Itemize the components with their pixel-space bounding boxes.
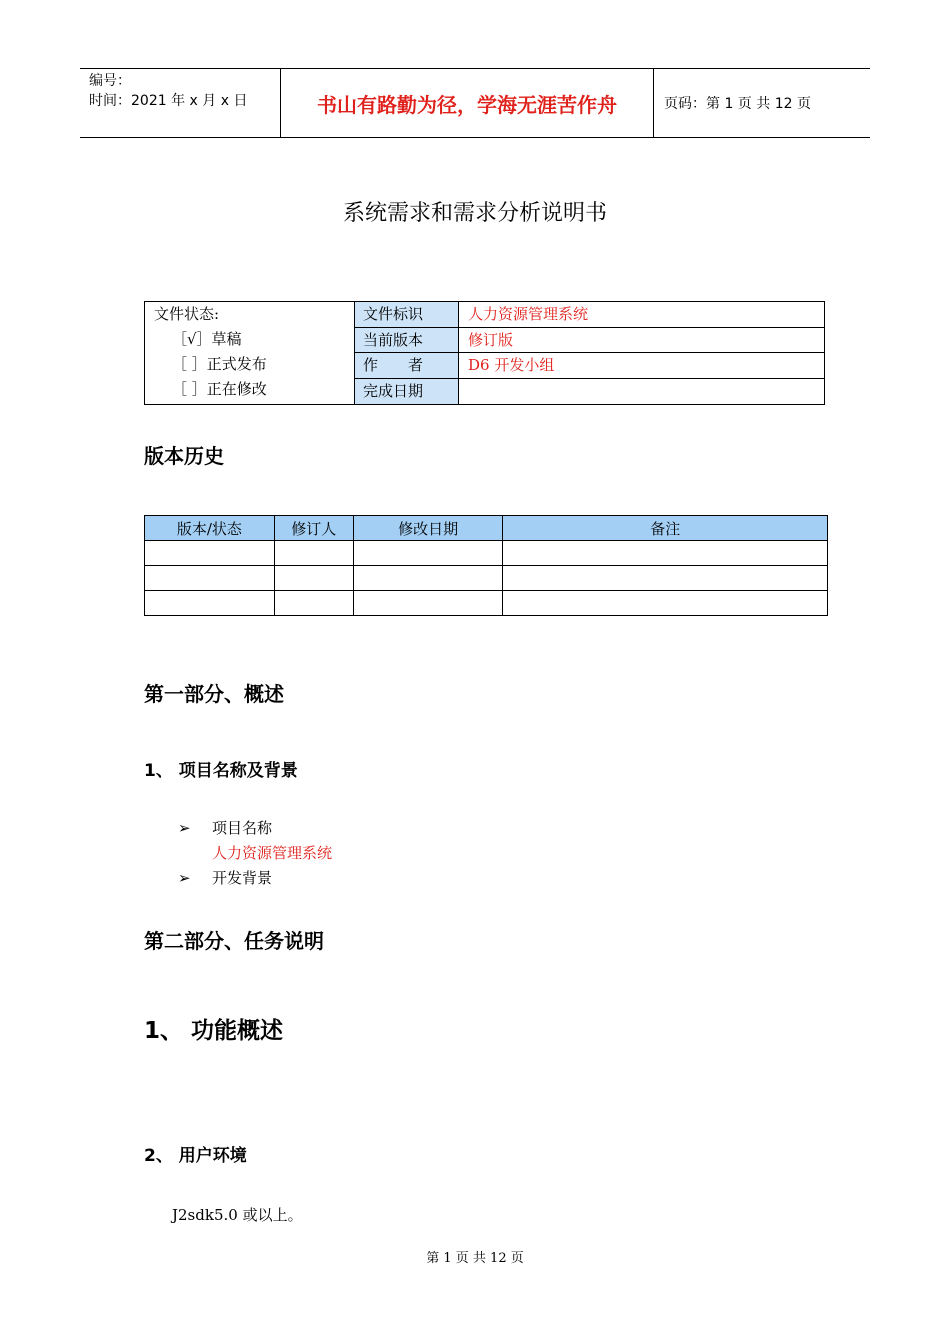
status-option-release: ［ ］正式发布	[172, 355, 267, 373]
column-header: 版本/状态	[145, 516, 275, 541]
table-row	[145, 566, 828, 591]
table-cell	[145, 541, 275, 566]
table-cell	[503, 591, 828, 616]
table-cell	[503, 541, 828, 566]
info-row-file-id	[355, 302, 824, 328]
document-info-table	[144, 301, 825, 405]
part1-section1-heading: 1、 项目名称及背景	[144, 761, 298, 781]
project-name-value: 人力资源管理系统	[212, 844, 333, 862]
info-label: 当前版本	[355, 328, 459, 353]
column-header: 修改日期	[353, 516, 503, 541]
table-cell	[274, 591, 353, 616]
doc-number-label: 编号：	[89, 73, 131, 89]
arrow-bullet-icon: ➢	[178, 869, 191, 887]
table-cell	[353, 566, 503, 591]
bullet-item-project-name	[178, 816, 332, 841]
table-cell	[503, 566, 828, 591]
arrow-bullet-icon: ➢	[178, 819, 191, 837]
table-cell	[145, 566, 275, 591]
info-value: D6 开发小组	[468, 356, 555, 374]
bullet-item-background	[178, 866, 332, 891]
table-cell	[353, 541, 503, 566]
part2-section2-heading: 2、 用户环境	[144, 1146, 247, 1166]
info-row-version	[355, 328, 824, 354]
header-motto: 书山有路勤为径，学海无涯苦作舟	[281, 69, 654, 137]
table-row	[145, 541, 828, 566]
info-value: 人力资源管理系统	[468, 305, 589, 323]
info-fields	[355, 302, 824, 404]
table-row	[145, 591, 828, 616]
file-status-label: 文件状态:	[154, 305, 220, 323]
doc-time-label: 时间：2021 年 x 月 x 日	[89, 93, 248, 109]
part1-heading: 第一部分、概述	[144, 682, 284, 706]
table-cell	[274, 541, 353, 566]
column-header: 修订人	[274, 516, 353, 541]
bullet-item-project-value	[178, 841, 332, 866]
info-label: 完成日期	[355, 379, 459, 405]
header-page-info: 页码：第 1 页 共 12 页	[664, 96, 811, 112]
info-value	[459, 379, 824, 405]
version-history-heading: 版本历史	[144, 444, 224, 468]
status-option-editing: ［ ］正在修改	[172, 380, 267, 398]
status-option-draft: ［√］草稿	[172, 330, 242, 348]
info-row-date	[355, 379, 824, 405]
info-row-author	[355, 353, 824, 379]
column-header: 备注	[503, 516, 828, 541]
version-history-table	[144, 515, 828, 616]
part2-heading: 第二部分、任务说明	[144, 929, 324, 953]
page-footer: 第 1 页 共 12 页	[426, 1251, 524, 1266]
bullet-label: 开发背景	[212, 869, 273, 887]
page-header	[80, 68, 870, 138]
table-cell	[274, 566, 353, 591]
header-meta	[80, 69, 281, 137]
part2-section1-heading: 1、 功能概述	[144, 1018, 284, 1044]
table-cell	[145, 591, 275, 616]
bullet-spacer	[178, 841, 212, 866]
table-header-row	[145, 516, 828, 541]
info-label: 文件标识	[355, 302, 459, 327]
info-label: 作 者	[355, 353, 459, 378]
project-bullets	[178, 816, 332, 891]
user-environment-text: J2sdk5.0 或以上。	[172, 1206, 303, 1224]
document-title: 系统需求和需求分析说明书	[342, 201, 607, 226]
table-cell	[353, 591, 503, 616]
file-status-cell	[145, 302, 355, 404]
info-value: 修订版	[468, 330, 514, 349]
bullet-label: 项目名称	[212, 819, 273, 837]
